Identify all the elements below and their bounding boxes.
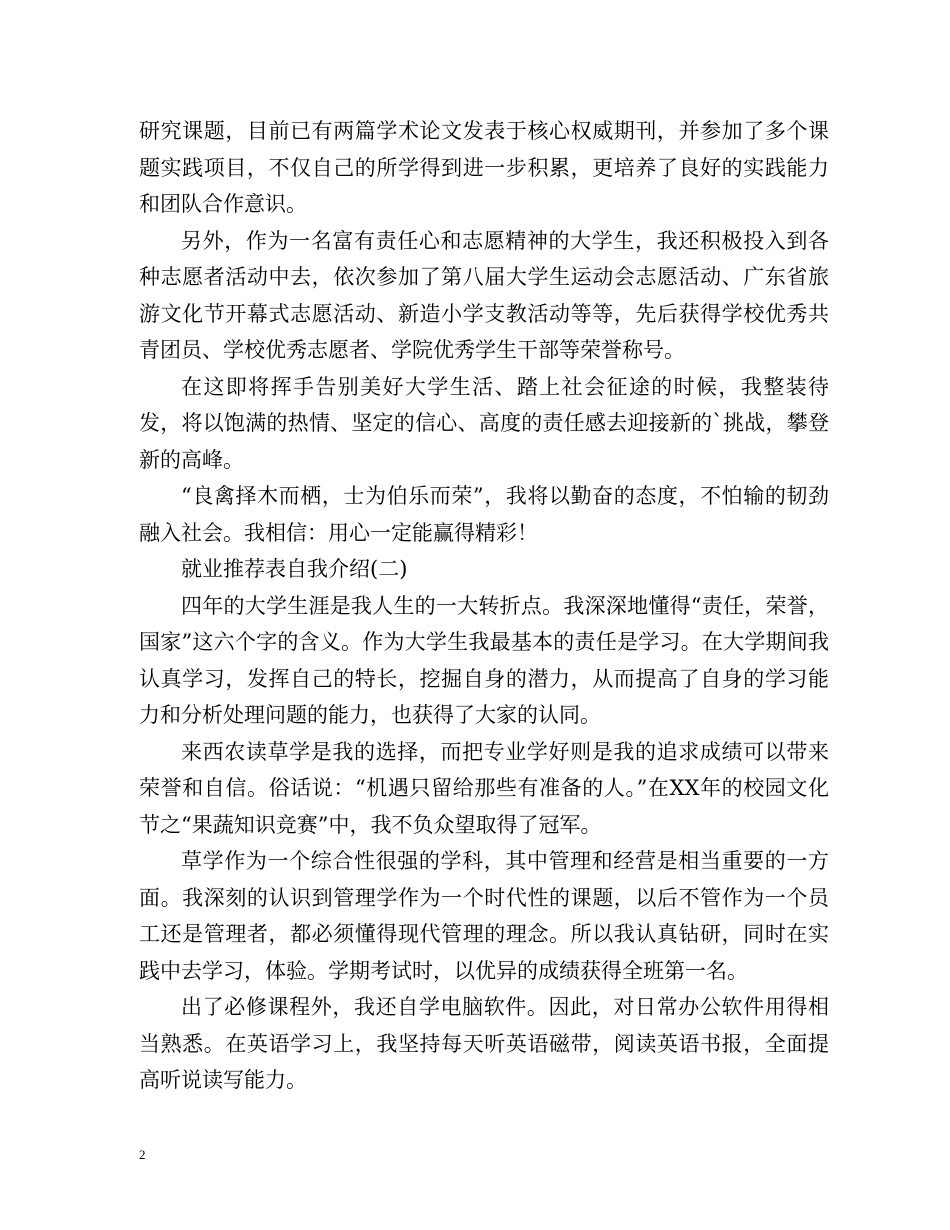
paragraph-management: 草学作为一个综合性很强的学科，其中管理和经营是相当重要的一方面。我深刻的认识到管理学作为一个时代性的课题，以后不管作为一个员工还是管理者，都必须懂得现代管理的理念。所以我认真钻研，同时在实践中去学习，体验。学期考试时，以优异的成绩获得全班第一名。	[139, 849, 829, 983]
paragraph-quote: “良禽择木而栖，士为伯乐而荣”，我将以勤奋的态度，不怕输的韧劲融入社会。我相信：用心一定能赢得精彩！	[139, 484, 829, 545]
paragraph-major-choice: 来西农读草学是我的选择，而把专业学好则是我的追求成绩可以带来荣誉和自信。俗话说：“机遇只留给那些有准备的人。”在XX年的校园文化节之“果蔬知识竞赛”中，我不负众望取得了冠军。	[139, 739, 829, 837]
paragraph-university-years: 四年的大学生涯是我人生的一大转折点。我深深地懂得“责任，荣誉，国家”这六个字的含义。作为大学生我最基本的责任是学习。在大学期间我认真学习，发挥自己的特长，挖掘自身的潜力，从而提高了自身的学习能力和分析处理问题的能力，也获得了大家的认同。	[139, 593, 829, 727]
paragraph-self-study: 出了必修课程外，我还自学电脑软件。因此，对日常办公软件用得相当熟悉。在英语学习上，我坚持每天听英语磁带，阅读英语书报，全面提高听说读写能力。	[139, 995, 829, 1092]
paragraph-farewell: 在这即将挥手告别美好大学生活、踏上社会征途的时候，我整装待发，将以饱满的热情、坚定的信心、高度的责任感去迎接新的`挑战，攀登新的高峰。	[139, 374, 829, 472]
paragraph-continuation: 研究课题，目前已有两篇学术论文发表于核心权威期刊，并参加了多个课题实践项目，不仅自己的所学得到进一步积累，更培养了良好的实践能力和团队合作意识。	[139, 119, 829, 216]
section-heading: 就业推荐表自我介绍(二)	[181, 557, 408, 581]
page-number: 2	[139, 1147, 146, 1162]
paragraph-volunteer: 另外，作为一名富有责任心和志愿精神的大学生，我还积极投入到各种志愿者活动中去，依次参加了第八届大学生运动会志愿活动、广东省旅游文化节开幕式志愿活动、新造小学支教活动等等，先后获得学校优秀共青团员、学校优秀志愿者、学院优秀学生干部等荣誉称号。	[139, 228, 829, 362]
body-text	[139, 113, 829, 1099]
